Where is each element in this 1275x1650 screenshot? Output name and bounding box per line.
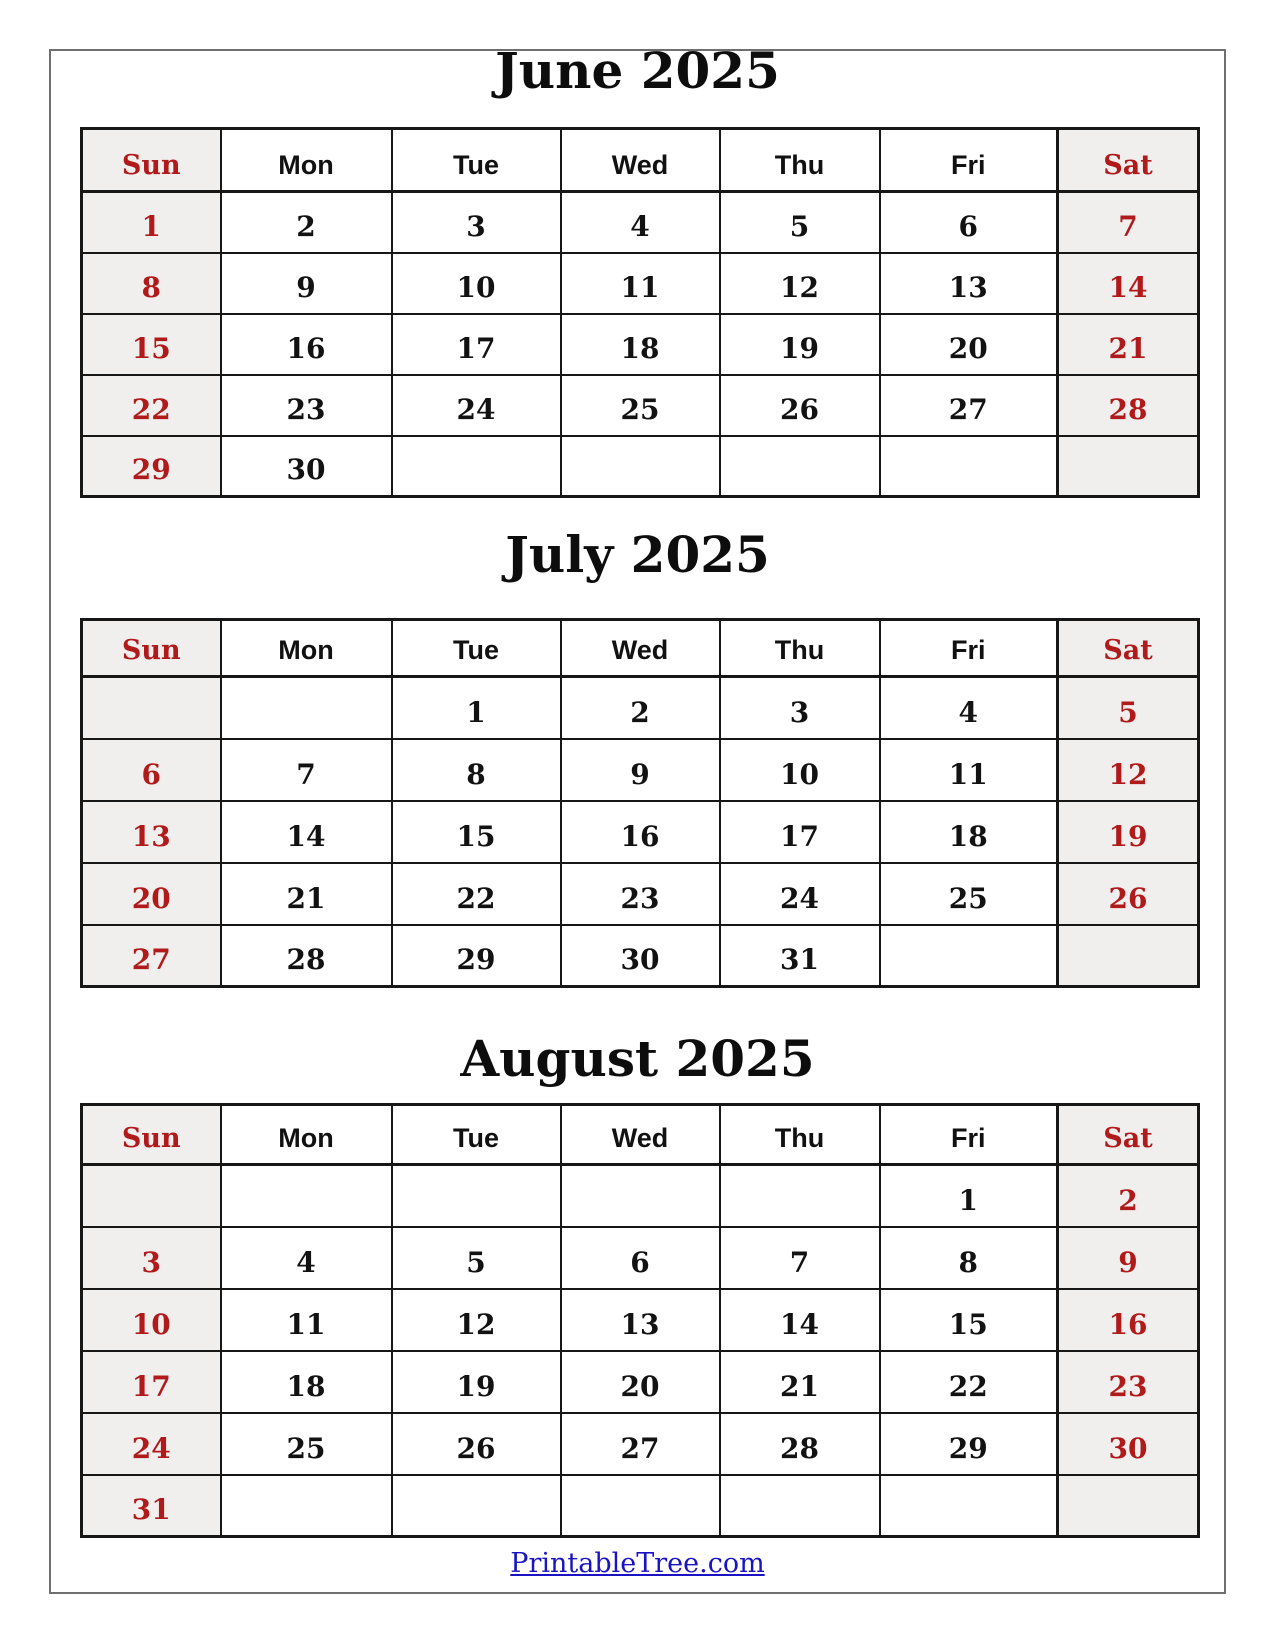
day-cell: 4 bbox=[880, 677, 1058, 739]
day-cell: 17 bbox=[720, 801, 880, 863]
day-cell: 15 bbox=[392, 801, 561, 863]
day-cell: 18 bbox=[221, 1351, 392, 1413]
day-cell: 20 bbox=[880, 314, 1058, 375]
day-cell: 22 bbox=[880, 1351, 1058, 1413]
day-cell: 13 bbox=[82, 801, 221, 863]
empty-day-cell bbox=[221, 1475, 392, 1537]
day-cell: 7 bbox=[1058, 192, 1199, 253]
empty-day-cell bbox=[82, 1165, 221, 1227]
empty-day-cell bbox=[880, 1475, 1058, 1537]
empty-day-cell bbox=[1058, 436, 1199, 497]
day-cell: 26 bbox=[1058, 863, 1199, 925]
weekday-header-tue: Tue bbox=[392, 1105, 561, 1165]
day-cell: 13 bbox=[880, 253, 1058, 314]
calendar-table-august bbox=[80, 1103, 1200, 1538]
day-cell: 26 bbox=[392, 1413, 561, 1475]
day-cell: 25 bbox=[221, 1413, 392, 1475]
day-cell: 14 bbox=[720, 1289, 880, 1351]
empty-day-cell bbox=[392, 436, 561, 497]
week-row bbox=[82, 739, 1199, 801]
day-cell: 8 bbox=[82, 253, 221, 314]
day-cell: 9 bbox=[1058, 1227, 1199, 1289]
day-cell: 6 bbox=[561, 1227, 720, 1289]
day-cell: 29 bbox=[82, 436, 221, 497]
day-cell: 6 bbox=[880, 192, 1058, 253]
day-cell: 16 bbox=[221, 314, 392, 375]
day-cell: 19 bbox=[720, 314, 880, 375]
week-row bbox=[82, 677, 1199, 739]
day-cell: 20 bbox=[82, 863, 221, 925]
day-cell: 8 bbox=[880, 1227, 1058, 1289]
day-cell: 5 bbox=[1058, 677, 1199, 739]
day-cell: 27 bbox=[880, 375, 1058, 436]
empty-day-cell bbox=[561, 1475, 720, 1537]
day-cell: 7 bbox=[221, 739, 392, 801]
week-row bbox=[82, 1413, 1199, 1475]
day-cell: 22 bbox=[82, 375, 221, 436]
day-cell: 2 bbox=[561, 677, 720, 739]
empty-day-cell bbox=[221, 677, 392, 739]
day-cell: 2 bbox=[1058, 1165, 1199, 1227]
day-cell: 10 bbox=[82, 1289, 221, 1351]
day-cell: 13 bbox=[561, 1289, 720, 1351]
day-cell: 19 bbox=[1058, 801, 1199, 863]
week-row bbox=[82, 801, 1199, 863]
day-cell: 1 bbox=[82, 192, 221, 253]
calendar-table-june bbox=[80, 127, 1200, 498]
weekday-header-sun: Sun bbox=[82, 1105, 221, 1165]
day-cell: 1 bbox=[392, 677, 561, 739]
day-cell: 24 bbox=[392, 375, 561, 436]
empty-day-cell bbox=[720, 1165, 880, 1227]
day-cell: 16 bbox=[1058, 1289, 1199, 1351]
weekday-header-sat: Sat bbox=[1058, 129, 1199, 192]
day-cell: 30 bbox=[1058, 1413, 1199, 1475]
day-cell: 14 bbox=[221, 801, 392, 863]
day-cell: 10 bbox=[720, 739, 880, 801]
day-cell: 8 bbox=[392, 739, 561, 801]
day-cell: 1 bbox=[880, 1165, 1058, 1227]
empty-day-cell bbox=[392, 1165, 561, 1227]
day-cell: 24 bbox=[720, 863, 880, 925]
day-cell: 4 bbox=[561, 192, 720, 253]
day-cell: 28 bbox=[1058, 375, 1199, 436]
day-cell: 31 bbox=[82, 1475, 221, 1537]
day-cell: 3 bbox=[392, 192, 561, 253]
empty-day-cell bbox=[561, 436, 720, 497]
week-row bbox=[82, 1165, 1199, 1227]
week-row bbox=[82, 1289, 1199, 1351]
day-cell: 29 bbox=[880, 1413, 1058, 1475]
month-title-june: June 2025 bbox=[495, 41, 780, 100]
weekday-header-fri: Fri bbox=[880, 1105, 1058, 1165]
day-cell: 17 bbox=[82, 1351, 221, 1413]
day-cell: 26 bbox=[720, 375, 880, 436]
footer bbox=[0, 1548, 1275, 1579]
day-cell: 3 bbox=[82, 1227, 221, 1289]
empty-day-cell bbox=[561, 1165, 720, 1227]
day-cell: 23 bbox=[1058, 1351, 1199, 1413]
day-cell: 25 bbox=[880, 863, 1058, 925]
weekday-header-mon: Mon bbox=[221, 1105, 392, 1165]
week-row bbox=[82, 863, 1199, 925]
weekday-header-wed: Wed bbox=[561, 1105, 720, 1165]
empty-day-cell bbox=[82, 677, 221, 739]
day-cell: 23 bbox=[561, 863, 720, 925]
day-cell: 19 bbox=[392, 1351, 561, 1413]
day-cell: 21 bbox=[1058, 314, 1199, 375]
week-row bbox=[82, 1351, 1199, 1413]
day-cell: 2 bbox=[221, 192, 392, 253]
day-cell: 15 bbox=[880, 1289, 1058, 1351]
day-cell: 10 bbox=[392, 253, 561, 314]
weekday-header-fri: Fri bbox=[880, 620, 1058, 677]
footer-link[interactable]: PrintableTree.com bbox=[510, 1548, 765, 1579]
day-cell: 21 bbox=[221, 863, 392, 925]
week-row bbox=[82, 1227, 1199, 1289]
day-cell: 12 bbox=[392, 1289, 561, 1351]
day-cell: 17 bbox=[392, 314, 561, 375]
day-cell: 22 bbox=[392, 863, 561, 925]
day-cell: 4 bbox=[221, 1227, 392, 1289]
weekday-header-thu: Thu bbox=[720, 129, 880, 192]
day-cell: 9 bbox=[561, 739, 720, 801]
week-row bbox=[82, 925, 1199, 987]
empty-day-cell bbox=[1058, 1475, 1199, 1537]
day-cell: 16 bbox=[561, 801, 720, 863]
empty-day-cell bbox=[221, 1165, 392, 1227]
weekday-header-thu: Thu bbox=[720, 620, 880, 677]
day-cell: 18 bbox=[561, 314, 720, 375]
weekday-header-row bbox=[82, 129, 1199, 192]
day-cell: 15 bbox=[82, 314, 221, 375]
day-cell: 28 bbox=[720, 1413, 880, 1475]
weekday-header-wed: Wed bbox=[561, 129, 720, 192]
day-cell: 20 bbox=[561, 1351, 720, 1413]
month-title-august: August 2025 bbox=[460, 1029, 815, 1088]
empty-day-cell bbox=[880, 925, 1058, 987]
calendar-table-july bbox=[80, 618, 1200, 988]
day-cell: 12 bbox=[1058, 739, 1199, 801]
day-cell: 23 bbox=[221, 375, 392, 436]
day-cell: 7 bbox=[720, 1227, 880, 1289]
day-cell: 25 bbox=[561, 375, 720, 436]
day-cell: 24 bbox=[82, 1413, 221, 1475]
weekday-header-sat: Sat bbox=[1058, 1105, 1199, 1165]
empty-day-cell bbox=[880, 436, 1058, 497]
week-row bbox=[82, 192, 1199, 253]
weekday-header-tue: Tue bbox=[392, 129, 561, 192]
weekday-header-mon: Mon bbox=[221, 129, 392, 192]
weekday-header-thu: Thu bbox=[720, 1105, 880, 1165]
day-cell: 28 bbox=[221, 925, 392, 987]
day-cell: 12 bbox=[720, 253, 880, 314]
empty-day-cell bbox=[720, 1475, 880, 1537]
day-cell: 11 bbox=[221, 1289, 392, 1351]
day-cell: 29 bbox=[392, 925, 561, 987]
weekday-header-fri: Fri bbox=[880, 129, 1058, 192]
day-cell: 14 bbox=[1058, 253, 1199, 314]
day-cell: 30 bbox=[221, 436, 392, 497]
day-cell: 5 bbox=[720, 192, 880, 253]
day-cell: 31 bbox=[720, 925, 880, 987]
week-row bbox=[82, 1475, 1199, 1537]
day-cell: 3 bbox=[720, 677, 880, 739]
weekday-header-sun: Sun bbox=[82, 129, 221, 192]
week-row bbox=[82, 314, 1199, 375]
day-cell: 18 bbox=[880, 801, 1058, 863]
month-title-july: July 2025 bbox=[505, 525, 770, 584]
day-cell: 27 bbox=[561, 1413, 720, 1475]
day-cell: 11 bbox=[561, 253, 720, 314]
empty-day-cell bbox=[1058, 925, 1199, 987]
day-cell: 30 bbox=[561, 925, 720, 987]
week-row bbox=[82, 375, 1199, 436]
day-cell: 5 bbox=[392, 1227, 561, 1289]
weekday-header-tue: Tue bbox=[392, 620, 561, 677]
weekday-header-wed: Wed bbox=[561, 620, 720, 677]
day-cell: 27 bbox=[82, 925, 221, 987]
week-row bbox=[82, 253, 1199, 314]
day-cell: 6 bbox=[82, 739, 221, 801]
week-row bbox=[82, 436, 1199, 497]
weekday-header-row bbox=[82, 1105, 1199, 1165]
day-cell: 21 bbox=[720, 1351, 880, 1413]
weekday-header-row bbox=[82, 620, 1199, 677]
weekday-header-sun: Sun bbox=[82, 620, 221, 677]
empty-day-cell bbox=[720, 436, 880, 497]
day-cell: 9 bbox=[221, 253, 392, 314]
day-cell: 11 bbox=[880, 739, 1058, 801]
empty-day-cell bbox=[392, 1475, 561, 1537]
weekday-header-sat: Sat bbox=[1058, 620, 1199, 677]
weekday-header-mon: Mon bbox=[221, 620, 392, 677]
